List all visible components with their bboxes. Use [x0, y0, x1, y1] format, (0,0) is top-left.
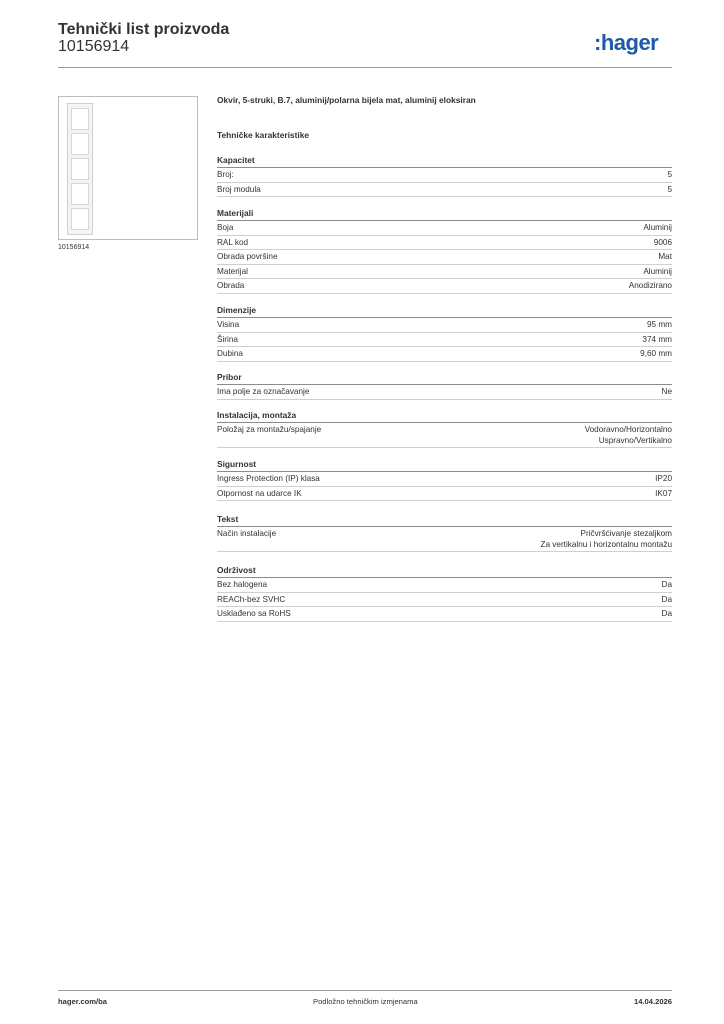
frame-slot — [71, 183, 89, 205]
spec-value — [667, 170, 672, 181]
spec-value — [642, 335, 672, 346]
frame-slot — [71, 108, 89, 130]
spec-row — [217, 347, 672, 362]
spec-value — [662, 580, 672, 591]
spec-value-line: 374 mm — [642, 334, 672, 344]
spec-value-line: IK07 — [655, 488, 672, 498]
spec-value-line: 95 mm — [646, 320, 672, 329]
spec-section — [217, 208, 672, 294]
spec-label: Način instalacije — [217, 529, 277, 538]
spec-section — [217, 459, 672, 501]
spec-row — [217, 236, 672, 251]
spec-row — [217, 527, 672, 552]
section-title: Kapacitet — [217, 155, 672, 168]
spec-label: Broj modula — [217, 184, 261, 194]
spec-value-line: Aluminij — [643, 266, 672, 276]
spec-value — [640, 349, 672, 360]
section-title: Instalacija, montaža — [217, 410, 672, 423]
spec-label: RAL kod — [217, 237, 249, 247]
frame-illustration — [67, 103, 93, 235]
spec-label: Obrada površine — [217, 252, 278, 261]
spec-label: Broj: — [217, 170, 234, 179]
technical-characteristics-heading: Tehničke karakteristike — [217, 130, 310, 140]
image-caption: 10156914 — [58, 244, 90, 251]
spec-value — [655, 489, 672, 500]
footer-date: 14.04.2026 — [633, 997, 672, 1006]
frame-slot — [71, 133, 89, 155]
spec-value-line: IP20 — [655, 474, 672, 483]
spec-label: Širina — [217, 334, 238, 344]
spec-label: REACh-bez SVHC — [217, 594, 286, 604]
spec-value — [629, 281, 672, 292]
spec-row — [217, 385, 672, 400]
spec-value — [662, 609, 672, 620]
spec-label: Obrada — [217, 281, 245, 290]
section-title: Održivost — [217, 565, 672, 578]
spec-value-line: Vodoravno/Horizontalno — [584, 425, 672, 434]
logo-prefix: : — [594, 30, 601, 55]
frame-slot — [71, 158, 89, 180]
spec-value-line: Da — [661, 580, 672, 589]
spec-section — [217, 410, 672, 448]
spec-section — [217, 155, 672, 197]
section-title: Pribor — [217, 372, 672, 385]
spec-value — [667, 185, 672, 196]
spec-label: Otpornost na udarce IK — [217, 488, 302, 498]
spec-value-line: 9,60 mm — [640, 349, 672, 358]
spec-section — [217, 514, 672, 552]
spec-value — [662, 595, 672, 606]
spec-section — [217, 305, 672, 362]
spec-value — [643, 223, 672, 234]
section-title: Materijali — [217, 208, 672, 221]
section-title: Tekst — [217, 514, 672, 527]
spec-value — [658, 252, 672, 263]
spec-row — [217, 221, 672, 236]
spec-row — [217, 578, 672, 593]
spec-value-line: Pričvršćivanje stezaljkom — [580, 529, 672, 538]
hager-logo[interactable] — [594, 30, 658, 56]
spec-row — [217, 183, 672, 198]
spec-label: Dubina — [217, 349, 243, 358]
spec-row — [217, 168, 672, 183]
spec-value-line: Da — [661, 609, 672, 618]
spec-value-line: Mat — [658, 252, 672, 261]
spec-value-line: 9006 — [653, 237, 672, 247]
spec-value-line: Aluminij — [643, 223, 672, 232]
spec-row — [217, 423, 672, 448]
spec-row — [217, 472, 672, 487]
spec-label: Usklađeno sa RoHS — [217, 609, 291, 618]
spec-value-line: Za vertikalnu i horizontalnu montažu — [540, 539, 672, 549]
spec-value-line: Ne — [661, 387, 672, 396]
spec-value — [643, 267, 672, 278]
section-title: Dimenzije — [217, 305, 672, 318]
spec-row — [217, 487, 672, 502]
spec-value-line: Anodizirano — [628, 281, 672, 290]
product-code: 10156914 — [58, 38, 130, 55]
footer-notice: Podložno tehničkim izmjenama — [313, 997, 418, 1006]
spec-row — [217, 607, 672, 622]
spec-label: Materijal — [217, 266, 248, 276]
document-title: Tehnički list proizvoda — [58, 21, 230, 38]
product-description: Okvir, 5-struki, B.7, aluminij/polarna bijela mat, aluminij eloksiran — [217, 95, 476, 105]
spec-value-line: Da — [661, 594, 672, 604]
spec-value — [647, 320, 672, 331]
frame-slot — [71, 208, 89, 230]
spec-value — [540, 529, 672, 550]
spec-value — [585, 425, 672, 446]
spec-row — [217, 265, 672, 280]
spec-label: Boja — [217, 223, 234, 232]
spec-label: Ima polje za označavanje — [217, 387, 310, 396]
logo-text: hager — [600, 30, 659, 55]
footer-website[interactable]: hager.com/ba — [58, 997, 107, 1006]
spec-value-line: 5 — [667, 170, 672, 179]
spec-value-line: 5 — [667, 184, 672, 194]
footer-divider — [58, 990, 672, 991]
spec-row — [217, 593, 672, 608]
spec-label: Visina — [217, 320, 240, 329]
section-title: Sigurnost — [217, 459, 672, 472]
header-divider — [58, 67, 672, 68]
spec-row — [217, 250, 672, 265]
spec-label: Položaj za montažu/spajanje — [217, 425, 322, 434]
product-image — [58, 96, 198, 240]
spec-label: Ingress Protection (IP) klasa — [217, 474, 320, 483]
spec-value — [662, 387, 672, 398]
spec-value — [655, 474, 672, 485]
spec-row — [217, 279, 672, 294]
spec-value-line: Uspravno/Vertikalno — [598, 435, 672, 445]
spec-section — [217, 372, 672, 400]
spec-section — [217, 565, 672, 622]
spec-value — [654, 238, 672, 249]
spec-row — [217, 318, 672, 333]
spec-label: Bez halogena — [217, 580, 268, 589]
spec-row — [217, 333, 672, 348]
